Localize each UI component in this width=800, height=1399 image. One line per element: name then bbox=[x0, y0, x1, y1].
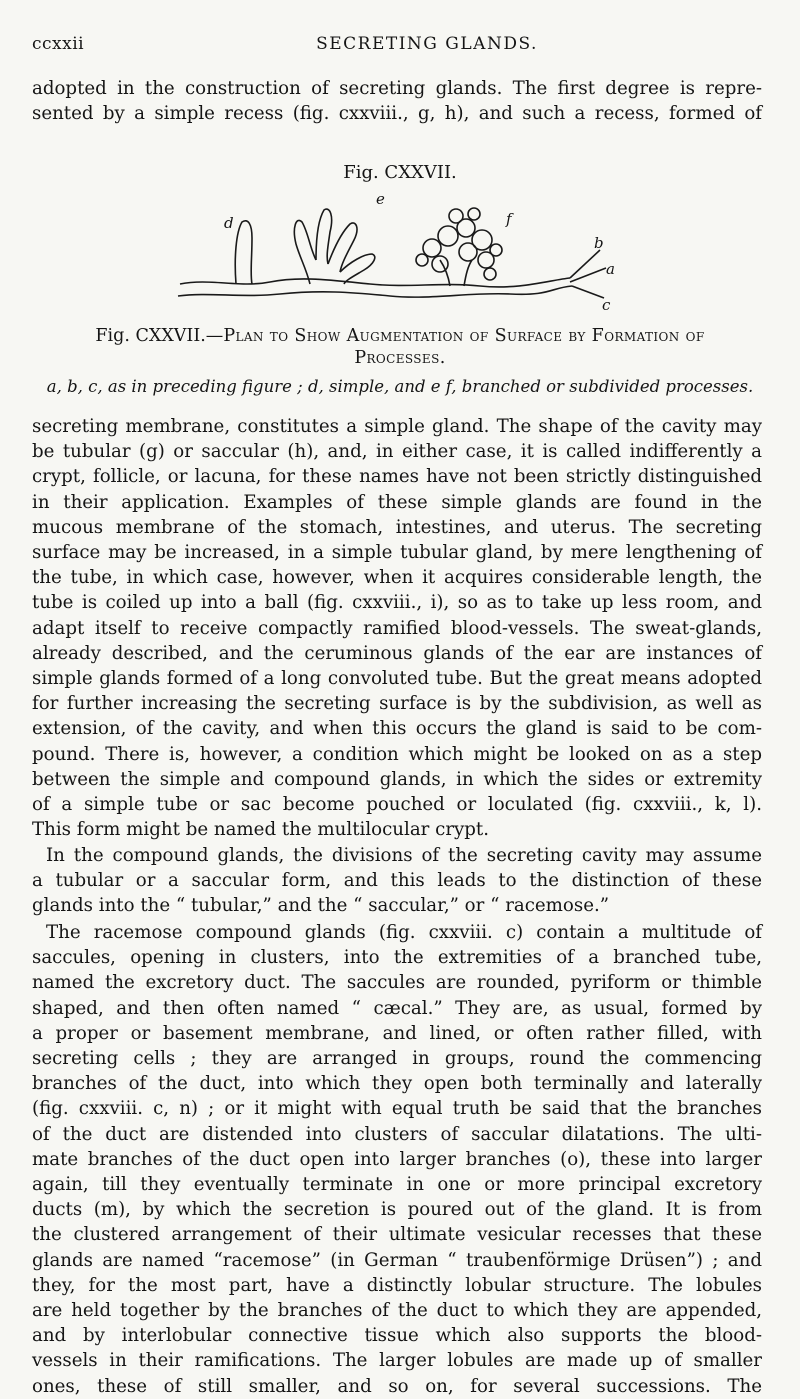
figure-label-c: c bbox=[602, 296, 611, 314]
text-line: surface may be increased, in a simple tubular gland, by mere lengthening of bbox=[32, 542, 762, 564]
text-line: shaped, and then often named “ cæcal.” They are, as usual, formed by bbox=[32, 997, 762, 1019]
text-line: already described, and the ceruminous glands of the ear are instances of bbox=[32, 642, 762, 664]
text-line: mate branches of the duct open into larger branches (o), these into larger bbox=[32, 1148, 762, 1170]
text-line: of a simple tube or sac become pouched or loculated (fig. cxxviii., k, l). bbox=[32, 794, 762, 816]
text-line: ducts (m), by which the secretion is poured out of the gland. It is from bbox=[32, 1199, 762, 1221]
text-line: be tubular (g) or saccular (h), and, in either case, it is called indifferently a bbox=[32, 441, 762, 463]
running-title: SECRETING GLANDS. bbox=[316, 34, 538, 54]
text-line: extension, of the cavity, and when this occurs the gland is said to be com- bbox=[32, 718, 762, 740]
figure-label-e: e bbox=[376, 190, 385, 208]
figure-label-a: a bbox=[606, 260, 615, 278]
paragraph-1 bbox=[32, 414, 762, 842]
text-line: secreting membrane, constitutes a simple gland. The shape of the cavity may bbox=[32, 416, 762, 437]
text-line: sented by a simple recess (fig. cxxviii., g, h), and such a recess, formed of bbox=[32, 103, 762, 125]
top-text bbox=[32, 76, 762, 126]
text-line: simple glands formed of a long convoluted tube. But the great means adopted bbox=[32, 668, 762, 690]
text-line: a tubular or a saccular form, and this leads to the distinction of these bbox=[32, 870, 762, 892]
figure-label-f: f bbox=[506, 210, 512, 228]
text-line: adopted in the construction of secreting glands. The first degree is repre- bbox=[32, 78, 762, 99]
caption-fig-number: Fig. CXXVII.— bbox=[95, 326, 224, 346]
text-line: saccules, opening in clusters, into the extremities of a branched tube, bbox=[32, 947, 762, 969]
text-line: the clustered arrangement of their ultimate vesicular recesses that these bbox=[32, 1224, 762, 1246]
legend-text: a, b, c, as in preceding figure ; d, simple, and e f, branched or subdivided processes. bbox=[46, 377, 754, 396]
text-line: vessels in their ramifications. The larger lobules are made up of smaller bbox=[32, 1350, 762, 1372]
text-line: This form might be named the multilocular crypt. bbox=[32, 819, 490, 841]
figure-illustration bbox=[150, 188, 630, 318]
page-number: ccxxii bbox=[32, 34, 85, 54]
text-line: (fig. cxxviii. c, n) ; or it might with equal truth be said that the branches bbox=[32, 1098, 762, 1120]
figure-title: Fig. CXXVII. bbox=[343, 162, 457, 183]
text-line: pound. There is, however, a condition which might be looked on as a step bbox=[32, 743, 762, 765]
caption-title-cont: Processes. bbox=[354, 348, 446, 368]
text-line: glands are named “racemose” (in German “ traubenförmige Drüsen”) ; and bbox=[32, 1249, 762, 1271]
figure-label-b: b bbox=[594, 234, 604, 252]
text-line: crypt, follicle, or lacuna, for these names have not been strictly distinguished bbox=[32, 466, 762, 488]
text-line: the tube, in which case, however, when it acquires considerable length, the bbox=[32, 567, 762, 589]
text-line: between the simple and compound glands, in which the sides or extremity bbox=[32, 768, 762, 790]
figure-label-d: d bbox=[224, 214, 234, 232]
text-line: In the compound glands, the divisions of the secreting cavity may assume bbox=[46, 845, 762, 866]
text-line: a proper or basement membrane, and lined, or often rather filled, with bbox=[32, 1022, 762, 1044]
text-line: named the excretory duct. The saccules are rounded, pyriform or thimble bbox=[32, 972, 762, 994]
text-line: for further increasing the secreting surface is by the subdivision, as well as bbox=[32, 693, 762, 715]
paragraph-3 bbox=[32, 920, 762, 1399]
figure-caption bbox=[40, 325, 760, 369]
figure-legend bbox=[40, 377, 760, 396]
text-line: branches of the duct, into which they open both terminally and laterally bbox=[32, 1073, 762, 1095]
text-line: of the duct are distended into clusters of saccular dilatations. The ulti- bbox=[32, 1123, 762, 1145]
text-line: adapt itself to receive compactly ramified blood-vessels. The sweat-glands, bbox=[32, 617, 762, 639]
text-line: The racemose compound glands (fig. cxxviii. c) contain a multitude of bbox=[46, 922, 762, 943]
text-line: again, till they eventually terminate in one or more principal excretory bbox=[32, 1174, 762, 1196]
text-line: ones, these of still smaller, and so on, for several successions. The bbox=[32, 1375, 762, 1397]
text-line: are held together by the branches of the duct to which they are appended, bbox=[32, 1300, 762, 1322]
paragraph-2 bbox=[32, 843, 762, 919]
text-line: tube is coiled up into a ball (fig. cxxviii., i), so as to take up less room, and bbox=[32, 592, 762, 614]
text-line: secreting cells ; they are arranged in groups, round the commencing bbox=[32, 1048, 762, 1070]
text-line: mucous membrane of the stomach, intestines, and uterus. The secreting bbox=[32, 516, 762, 538]
caption-title: Plan to Show Augmentation of Surface by Formation of bbox=[223, 326, 705, 346]
text-line: and by interlobular connective tissue which also supports the blood- bbox=[32, 1325, 762, 1347]
text-line: glands into the “ tubular,” and the “ saccular,” or “ racemose.” bbox=[32, 895, 610, 917]
text-line: in their application. Examples of these simple glands are found in the bbox=[32, 491, 762, 513]
text-line: they, for the most part, have a distinctly lobular structure. The lobules bbox=[32, 1274, 762, 1296]
page-header bbox=[32, 34, 762, 60]
